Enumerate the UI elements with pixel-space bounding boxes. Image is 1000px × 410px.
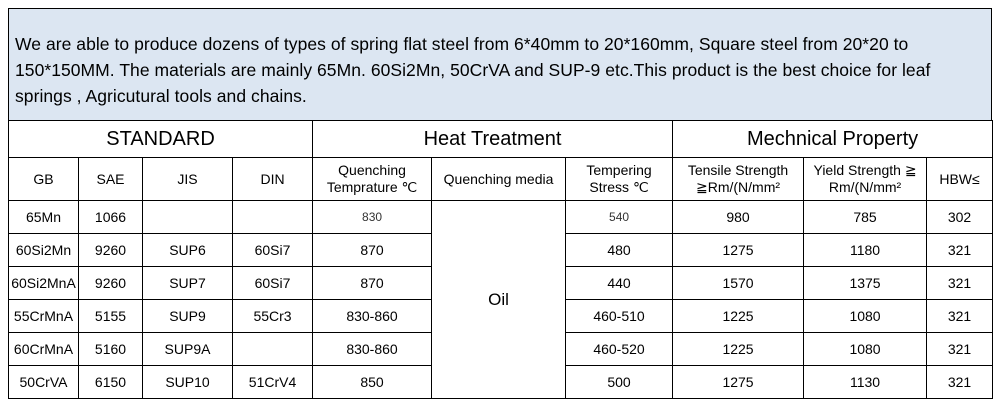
col-jis: JIS — [143, 158, 233, 201]
cell-gb: 55CrMnA — [9, 300, 79, 333]
cell-din: 60Si7 — [233, 267, 313, 300]
cell-tempering: 460-510 — [566, 300, 673, 333]
group-heat-treatment: Heat Treatment — [313, 121, 673, 158]
group-header-row — [9, 121, 993, 158]
cell-sae: 6150 — [79, 366, 143, 399]
cell-hbw: 321 — [927, 234, 993, 267]
cell-gb: 60Si2MnA — [9, 267, 79, 300]
group-standard: STANDARD — [9, 121, 313, 158]
cell-tempering: 500 — [566, 366, 673, 399]
cell-gb: 50CrVA — [9, 366, 79, 399]
cell-quenching: 830-860 — [313, 300, 432, 333]
cell-jis: SUP9 — [143, 300, 233, 333]
cell-jis: SUP6 — [143, 234, 233, 267]
cell-tensile: 1225 — [673, 300, 804, 333]
cell-din: 60Si7 — [233, 234, 313, 267]
cell-tempering: 480 — [566, 234, 673, 267]
col-quenching-media: Quenching media — [432, 158, 566, 201]
col-tempering: Tempering Stress ℃ — [566, 158, 673, 201]
spec-sheet — [8, 8, 992, 399]
cell-din: 51CrV4 — [233, 366, 313, 399]
cell-yield: 1180 — [804, 234, 927, 267]
col-tensile-strength: Tensile Strength ≧Rm/(N/mm² — [673, 158, 804, 201]
col-quenching-temperature: Quenching Temprature ℃ — [313, 158, 432, 201]
cell-quenching: 850 — [313, 366, 432, 399]
cell-hbw: 321 — [927, 366, 993, 399]
cell-yield: 1080 — [804, 333, 927, 366]
cell-sae: 5155 — [79, 300, 143, 333]
cell-hbw: 321 — [927, 300, 993, 333]
cell-jis — [143, 201, 233, 234]
cell-jis: SUP7 — [143, 267, 233, 300]
cell-tensile: 1275 — [673, 234, 804, 267]
cell-sae: 9260 — [79, 267, 143, 300]
cell-quenching: 830-860 — [313, 333, 432, 366]
cell-quenching: 870 — [313, 267, 432, 300]
col-din: DIN — [233, 158, 313, 201]
col-gb: GB — [9, 158, 79, 201]
cell-hbw: 321 — [927, 333, 993, 366]
cell-din — [233, 333, 313, 366]
cell-hbw: 321 — [927, 267, 993, 300]
cell-yield: 1080 — [804, 300, 927, 333]
cell-jis: SUP9A — [143, 333, 233, 366]
cell-yield: 785 — [804, 201, 927, 234]
cell-quenching: 830 — [313, 201, 432, 234]
cell-tempering: 540 — [566, 201, 673, 234]
col-hbw: HBW≤ — [927, 158, 993, 201]
cell-tempering: 440 — [566, 267, 673, 300]
cell-din — [233, 201, 313, 234]
cell-sae: 5160 — [79, 333, 143, 366]
cell-tensile: 980 — [673, 201, 804, 234]
cell-din: 55Cr3 — [233, 300, 313, 333]
cell-gb: 65Mn — [9, 201, 79, 234]
cell-gb: 60CrMnA — [9, 333, 79, 366]
cell-sae: 9260 — [79, 234, 143, 267]
cell-gb: 60Si2Mn — [9, 234, 79, 267]
cell-jis: SUP10 — [143, 366, 233, 399]
col-sae: SAE — [79, 158, 143, 201]
spring-steel-table — [8, 120, 993, 399]
cell-yield: 1375 — [804, 267, 927, 300]
cell-tensile: 1570 — [673, 267, 804, 300]
cell-tensile: 1275 — [673, 366, 804, 399]
group-mechanical-property: Mechnical Property — [673, 121, 993, 158]
cell-sae: 1066 — [79, 201, 143, 234]
cell-hbw: 302 — [927, 201, 993, 234]
column-header-row — [9, 158, 993, 201]
cell-yield: 1130 — [804, 366, 927, 399]
table-row — [9, 201, 993, 234]
intro-text: We are able to produce dozens of types of spring flat steel from 6*40mm to 20*160mm, Square steel from 20*20 to 150*150MM. The materials are mainly 65Mn. 60Si2Mn, 50CrVA and SUP-9 etc.This product is the best choice for leaf springs , Agricutural tools and chains. — [8, 8, 992, 121]
cell-quenching: 870 — [313, 234, 432, 267]
col-yield-strength: Yield Strength ≧ Rm/(N/mm² — [804, 158, 927, 201]
cell-tempering: 460-520 — [566, 333, 673, 366]
cell-tensile: 1225 — [673, 333, 804, 366]
cell-quenching-media: Oil — [432, 201, 566, 399]
